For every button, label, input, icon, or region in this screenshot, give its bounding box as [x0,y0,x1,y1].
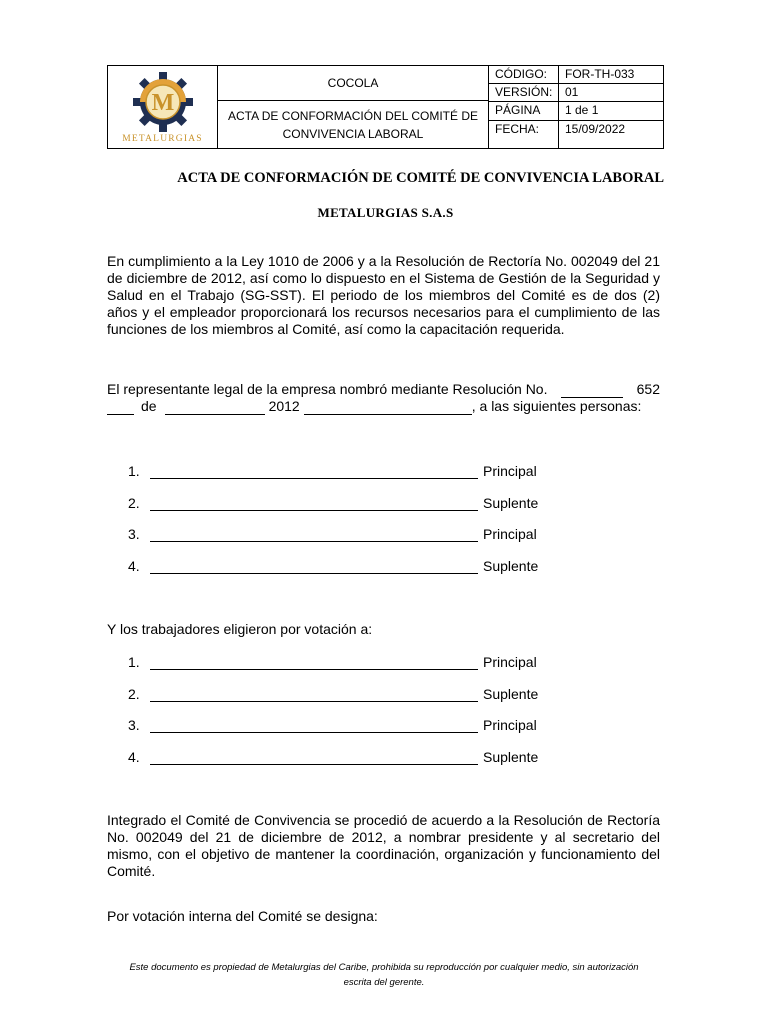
meta-value: 01 [565,85,579,100]
list-role: Principal [483,526,537,542]
meta-row-version [489,84,663,102]
name-blank[interactable] [150,688,478,702]
logo-wordmark: METALURGIAS [122,133,203,144]
meta-value: 1 de 1 [565,103,599,118]
day-blank[interactable] [107,401,134,415]
meta-value: FOR-TH-033 [565,67,635,81]
list-item [128,493,538,511]
meta-row-date [489,121,663,148]
header-title-cell [218,66,489,148]
header-table [107,65,664,149]
meta-value: 15/09/2022 [565,121,626,136]
name-blank[interactable] [150,497,478,511]
list-number: 1. [128,463,140,479]
intro-paragraph: En cumplimiento a la Ley 1010 de 2006 y a la Resolución de Rectoría No. 002049 del 21 de diciembre de 2012, así como lo dispuesto en el Sistema de Gestión de la Seguridad y Salud en el Trabajo (SG-SST). El periodo de los miembros del Comité es de dos (2) años y el empleador proporcionará los recursos necesarios para el cumplimiento de las funciones de los miembros al Comité, así como la capacitación requerida. [107,253,660,337]
list-item [128,556,538,574]
legal-rep-text: El representante legal de la empresa nombró mediante Resolución No. [107,381,548,397]
list-role: Principal [483,654,537,670]
month-blank[interactable] [165,401,265,415]
designation-paragraph: Por votación interna del Comité se designa: [107,908,378,924]
name-blank[interactable] [150,719,478,733]
name-blank[interactable] [150,560,478,574]
list-role: Suplente [483,686,539,702]
list-number: 4. [128,749,140,765]
list-number: 2. [128,495,140,511]
resolution-blank[interactable] [561,384,623,398]
list-number: 2. [128,686,140,702]
meta-row-code [489,66,663,84]
company-logo [108,66,218,148]
footer-line: Este documento es propiedad de Metalurgias del Caribe, prohibida su reproducción por cualquier medio, sin autorización [129,962,639,973]
list-role: Suplente [483,558,539,574]
main-title: ACTA DE CONFORMACIÓN DE COMITÉ DE CONVIVENCIA LABORAL [177,170,664,186]
legal-rep-paragraph [107,381,660,415]
svg-text:M: M [151,89,174,116]
list-item [128,652,537,670]
list-number: 3. [128,526,140,542]
footer-disclaimer [100,960,668,990]
name-blank[interactable] [150,751,478,765]
list-item [128,524,537,542]
company-name: COCOLA [218,66,488,101]
list-role: Suplente [483,749,539,765]
meta-key: VERSIÓN: [489,84,559,101]
list-role: Principal [483,717,537,733]
document-title: ACTA DE CONFORMACIÓN DEL COMITÉ DE CONVIVENCIA LABORAL [227,108,479,141]
meta-key: CÓDIGO: [489,66,559,83]
extra-blank[interactable] [304,401,472,415]
name-blank[interactable] [150,465,478,479]
meta-key: PÁGINA [489,102,559,119]
footer-line: escrita del gerente. [343,977,425,988]
de-text: de [141,398,157,414]
name-blank[interactable] [150,656,478,670]
meta-key: FECHA: [489,121,559,148]
list-role: Suplente [483,495,539,511]
list-number: 4. [128,558,140,574]
company-subtitle: METALURGIAS S.A.S [317,205,454,220]
legal-rep-tail: , a las siguientes personas: [471,398,642,414]
name-blank[interactable] [150,528,478,542]
list-number: 3. [128,717,140,733]
header-meta-cell [489,66,663,148]
list-item [128,461,537,479]
year-text: 2012 [268,398,300,414]
list-item [128,747,538,765]
resolution-number: 652 [636,381,660,397]
list-item [128,684,538,702]
list-item [128,715,537,733]
list-role: Principal [483,463,537,479]
workers-intro: Y los trabajadores eligieron por votación a: [107,621,373,637]
gear-logo-icon [132,71,194,133]
meta-row-page [489,102,663,120]
list-number: 1. [128,654,140,670]
committee-paragraph: Integrado el Comité de Convivencia se procedió de acuerdo a la Resolución de Rectoría No. 002049 del 21 de diciembre de 2012, a nombrar presidente y al secretario del mismo, con el objetivo de mantener la coordinación, organización y funcionamiento del Comité. [107,812,660,879]
